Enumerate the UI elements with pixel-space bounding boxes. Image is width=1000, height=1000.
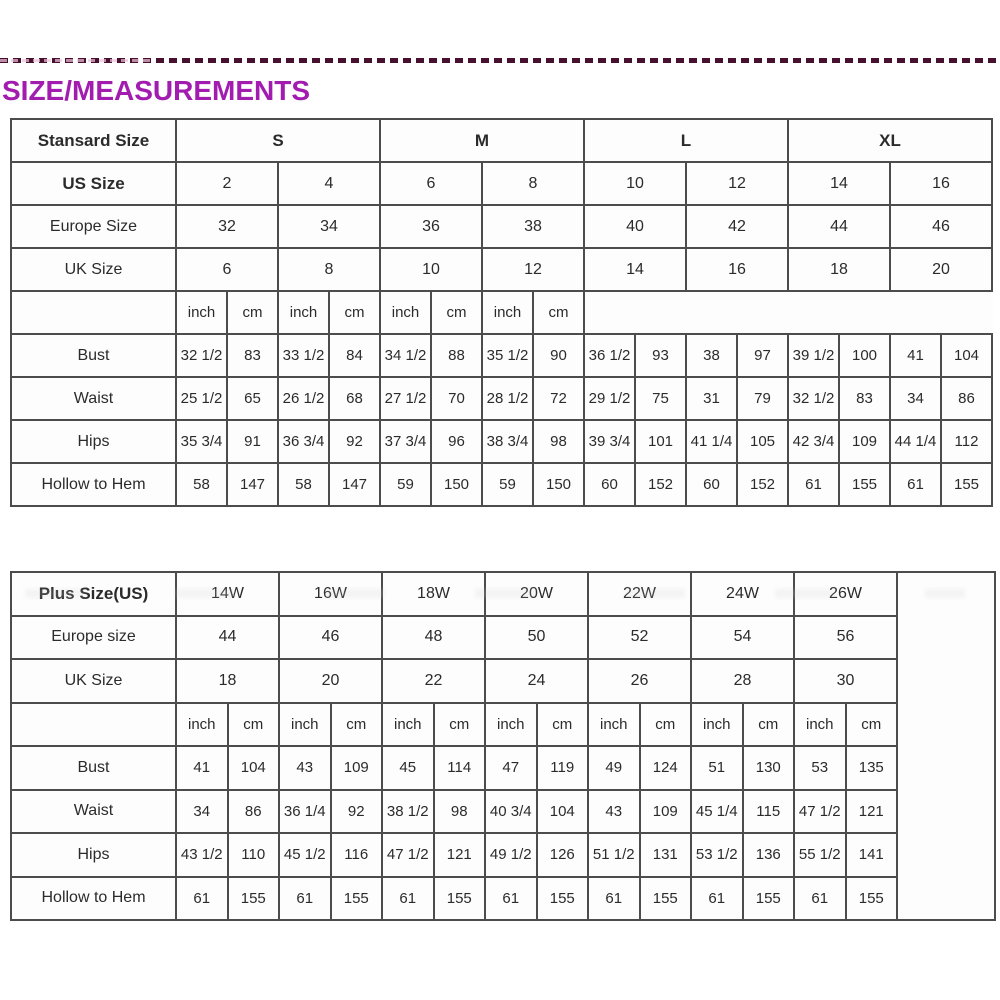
cm-value-cell: 101 <box>635 420 686 463</box>
cm-value-cell: 155 <box>228 877 280 921</box>
inch-value-cell: 43 <box>279 746 331 790</box>
size-value-cell: 34 <box>278 205 380 248</box>
cm-value-cell: 155 <box>640 877 692 921</box>
inch-value-cell: 29 1/2 <box>584 377 635 420</box>
inch-value-cell: 58 <box>176 463 227 506</box>
size-value-cell: 44 <box>788 205 890 248</box>
cm-value-cell: 155 <box>331 877 383 921</box>
unit-label-cell: inch <box>382 703 434 747</box>
cm-value-cell: 115 <box>743 790 795 834</box>
cm-value-cell: 100 <box>839 334 890 377</box>
cm-value-cell: 84 <box>329 334 380 377</box>
inch-value-cell: 34 <box>176 790 228 834</box>
size-group-cell: 14W <box>176 572 279 616</box>
cm-value-cell: 83 <box>839 377 890 420</box>
inch-value-cell: 34 1/2 <box>380 334 431 377</box>
unit-label-cell: inch <box>485 703 537 747</box>
size-value-cell: 46 <box>279 616 382 660</box>
size-value-cell: 10 <box>380 248 482 291</box>
size-value-cell: 36 <box>380 205 482 248</box>
cm-value-cell: 109 <box>839 420 890 463</box>
inch-value-cell: 32 1/2 <box>176 334 227 377</box>
inch-value-cell: 61 <box>382 877 434 921</box>
cm-value-cell: 93 <box>635 334 686 377</box>
size-value-cell: 6 <box>380 162 482 205</box>
size-value-cell: 14 <box>584 248 686 291</box>
inch-value-cell: 25 1/2 <box>176 377 227 420</box>
cm-value-cell: 150 <box>533 463 584 506</box>
row-label-cell: UK Size <box>11 659 176 703</box>
size-group-cell: XL <box>788 119 992 162</box>
ghost-text-artifact <box>25 589 965 598</box>
inch-value-cell: 45 1/4 <box>691 790 743 834</box>
row-label-cell: Europe Size <box>11 205 176 248</box>
inch-value-cell: 38 3/4 <box>482 420 533 463</box>
unit-label-cell: cm <box>533 291 584 334</box>
inch-value-cell: 43 1/2 <box>176 833 228 877</box>
size-value-cell: 4 <box>278 162 380 205</box>
size-value-cell: 20 <box>279 659 382 703</box>
cm-value-cell: 136 <box>743 833 795 877</box>
unit-row-blank-cell <box>11 703 176 747</box>
inch-value-cell: 51 1/2 <box>588 833 640 877</box>
size-value-cell: 22 <box>382 659 485 703</box>
corner-label-cell: Plus Size(US) <box>11 572 176 616</box>
size-value-cell: 18 <box>176 659 279 703</box>
cm-value-cell: 72 <box>533 377 584 420</box>
unit-label-cell: inch <box>176 703 228 747</box>
row-label-cell: US Size <box>11 162 176 205</box>
size-group-cell: 22W <box>588 572 691 616</box>
inch-value-cell: 26 1/2 <box>278 377 329 420</box>
size-group-cell: 18W <box>382 572 485 616</box>
inch-value-cell: 41 <box>890 334 941 377</box>
size-group-cell: M <box>380 119 584 162</box>
cm-value-cell: 119 <box>537 746 589 790</box>
cm-value-cell: 155 <box>846 877 898 921</box>
cm-value-cell: 147 <box>329 463 380 506</box>
cm-value-cell: 116 <box>331 833 383 877</box>
cm-value-cell: 92 <box>331 790 383 834</box>
size-value-cell: 42 <box>686 205 788 248</box>
faint-top-dashed-line <box>0 59 150 62</box>
inch-value-cell: 35 3/4 <box>176 420 227 463</box>
plus-size-table <box>10 571 996 921</box>
inch-value-cell: 45 1/2 <box>279 833 331 877</box>
inch-value-cell: 47 <box>485 746 537 790</box>
inch-value-cell: 53 <box>794 746 846 790</box>
inch-value-cell: 44 1/4 <box>890 420 941 463</box>
cm-value-cell: 147 <box>227 463 278 506</box>
size-group-cell: 26W <box>794 572 897 616</box>
inch-value-cell: 45 <box>382 746 434 790</box>
cm-value-cell: 130 <box>743 746 795 790</box>
cm-value-cell: 135 <box>846 746 898 790</box>
cm-value-cell: 70 <box>431 377 482 420</box>
inch-value-cell: 38 1/2 <box>382 790 434 834</box>
cm-value-cell: 126 <box>537 833 589 877</box>
cm-value-cell: 155 <box>537 877 589 921</box>
row-label-cell: Europe size <box>11 616 176 660</box>
inch-value-cell: 39 1/2 <box>788 334 839 377</box>
unit-label-cell: inch <box>482 291 533 334</box>
inch-value-cell: 40 3/4 <box>485 790 537 834</box>
unit-row-blank-cell <box>11 291 176 334</box>
size-value-cell: 38 <box>482 205 584 248</box>
size-value-cell: 50 <box>485 616 588 660</box>
cm-value-cell: 97 <box>737 334 788 377</box>
size-value-cell: 54 <box>691 616 794 660</box>
size-value-cell: 44 <box>176 616 279 660</box>
size-group-cell: S <box>176 119 380 162</box>
size-group-cell: 16W <box>279 572 382 616</box>
size-value-cell: 2 <box>176 162 278 205</box>
size-value-cell: 28 <box>691 659 794 703</box>
cm-value-cell: 109 <box>640 790 692 834</box>
inch-value-cell: 36 1/2 <box>584 334 635 377</box>
row-label-cell: Hollow to Hem <box>11 877 176 921</box>
unit-label-cell: inch <box>279 703 331 747</box>
size-value-cell: 12 <box>686 162 788 205</box>
row-label-cell: Waist <box>11 377 176 420</box>
inch-value-cell: 59 <box>380 463 431 506</box>
unit-label-cell: inch <box>691 703 743 747</box>
size-value-cell: 46 <box>890 205 992 248</box>
cm-value-cell: 121 <box>846 790 898 834</box>
cm-value-cell: 86 <box>228 790 280 834</box>
size-group-cell: 24W <box>691 572 794 616</box>
inch-value-cell: 49 <box>588 746 640 790</box>
cm-value-cell: 104 <box>537 790 589 834</box>
page-title: SIZE/MEASUREMENTS <box>2 75 311 106</box>
cm-value-cell: 90 <box>533 334 584 377</box>
unit-label-cell: cm <box>743 703 795 747</box>
inch-value-cell: 59 <box>482 463 533 506</box>
size-group-cell: L <box>584 119 788 162</box>
row-label-cell: UK Size <box>11 248 176 291</box>
cm-value-cell: 86 <box>941 377 992 420</box>
inch-value-cell: 42 3/4 <box>788 420 839 463</box>
inch-value-cell: 61 <box>588 877 640 921</box>
size-value-cell: 48 <box>382 616 485 660</box>
size-value-cell: 16 <box>890 162 992 205</box>
unit-label-cell: cm <box>228 703 280 747</box>
unit-label-cell: inch <box>380 291 431 334</box>
unit-label-cell: cm <box>329 291 380 334</box>
unit-label-cell: inch <box>794 703 846 747</box>
cm-value-cell: 112 <box>941 420 992 463</box>
inch-value-cell: 33 1/2 <box>278 334 329 377</box>
row-label-cell: Hollow to Hem <box>11 463 176 506</box>
inch-value-cell: 43 <box>588 790 640 834</box>
cm-value-cell: 141 <box>846 833 898 877</box>
inch-value-cell: 27 1/2 <box>380 377 431 420</box>
inch-value-cell: 39 3/4 <box>584 420 635 463</box>
inch-value-cell: 53 1/2 <box>691 833 743 877</box>
size-value-cell: 30 <box>794 659 897 703</box>
cm-value-cell: 114 <box>434 746 486 790</box>
cm-value-cell: 104 <box>941 334 992 377</box>
cm-value-cell: 131 <box>640 833 692 877</box>
cm-value-cell: 124 <box>640 746 692 790</box>
size-value-cell: 14 <box>788 162 890 205</box>
unit-label-cell: cm <box>846 703 898 747</box>
inch-value-cell: 36 1/4 <box>279 790 331 834</box>
size-value-cell: 56 <box>794 616 897 660</box>
inch-value-cell: 31 <box>686 377 737 420</box>
row-label-cell: Bust <box>11 334 176 377</box>
cm-value-cell: 98 <box>434 790 486 834</box>
dashed-divider-line <box>0 58 1000 63</box>
cm-value-cell: 150 <box>431 463 482 506</box>
cm-value-cell: 152 <box>635 463 686 506</box>
size-value-cell: 20 <box>890 248 992 291</box>
row-label-cell: Hips <box>11 420 176 463</box>
size-value-cell: 8 <box>278 248 380 291</box>
inch-value-cell: 61 <box>485 877 537 921</box>
size-value-cell: 24 <box>485 659 588 703</box>
empty-column-cell <box>897 572 995 920</box>
cm-value-cell: 155 <box>434 877 486 921</box>
unit-label-cell: cm <box>431 291 482 334</box>
cm-value-cell: 91 <box>227 420 278 463</box>
size-value-cell: 12 <box>482 248 584 291</box>
size-value-cell: 6 <box>176 248 278 291</box>
inch-value-cell: 61 <box>691 877 743 921</box>
inch-value-cell: 32 1/2 <box>788 377 839 420</box>
size-value-cell: 26 <box>588 659 691 703</box>
inch-value-cell: 35 1/2 <box>482 334 533 377</box>
cm-value-cell: 75 <box>635 377 686 420</box>
unit-label-cell: cm <box>640 703 692 747</box>
inch-value-cell: 51 <box>691 746 743 790</box>
standard-size-table <box>10 118 993 507</box>
cm-value-cell: 105 <box>737 420 788 463</box>
inch-value-cell: 60 <box>686 463 737 506</box>
size-value-cell: 8 <box>482 162 584 205</box>
cm-value-cell: 88 <box>431 334 482 377</box>
cm-value-cell: 109 <box>331 746 383 790</box>
inch-value-cell: 60 <box>584 463 635 506</box>
row-label-cell: Waist <box>11 790 176 834</box>
unit-label-cell: cm <box>227 291 278 334</box>
inch-value-cell: 55 1/2 <box>794 833 846 877</box>
cm-value-cell: 152 <box>737 463 788 506</box>
inch-value-cell: 28 1/2 <box>482 377 533 420</box>
inch-value-cell: 61 <box>788 463 839 506</box>
size-value-cell: 52 <box>588 616 691 660</box>
inch-value-cell: 49 1/2 <box>485 833 537 877</box>
inch-value-cell: 37 3/4 <box>380 420 431 463</box>
inch-value-cell: 34 <box>890 377 941 420</box>
cm-value-cell: 65 <box>227 377 278 420</box>
inch-value-cell: 61 <box>890 463 941 506</box>
cm-value-cell: 155 <box>743 877 795 921</box>
inch-value-cell: 41 <box>176 746 228 790</box>
unit-label-cell: cm <box>331 703 383 747</box>
inch-value-cell: 61 <box>794 877 846 921</box>
inch-value-cell: 47 1/2 <box>382 833 434 877</box>
inch-value-cell: 61 <box>279 877 331 921</box>
cm-value-cell: 96 <box>431 420 482 463</box>
cm-value-cell: 155 <box>941 463 992 506</box>
unit-label-cell: cm <box>434 703 486 747</box>
size-value-cell: 16 <box>686 248 788 291</box>
inch-value-cell: 47 1/2 <box>794 790 846 834</box>
size-group-cell: 20W <box>485 572 588 616</box>
cm-value-cell: 92 <box>329 420 380 463</box>
cm-value-cell: 155 <box>839 463 890 506</box>
cm-value-cell: 104 <box>228 746 280 790</box>
cm-value-cell: 121 <box>434 833 486 877</box>
unit-label-cell: inch <box>176 291 227 334</box>
size-value-cell: 40 <box>584 205 686 248</box>
unit-label-cell: inch <box>278 291 329 334</box>
unit-label-cell: inch <box>588 703 640 747</box>
inch-value-cell: 58 <box>278 463 329 506</box>
cm-value-cell: 68 <box>329 377 380 420</box>
corner-label-cell: Stansard Size <box>11 119 176 162</box>
inch-value-cell: 38 <box>686 334 737 377</box>
row-label-cell: Hips <box>11 833 176 877</box>
inch-value-cell: 61 <box>176 877 228 921</box>
size-value-cell: 18 <box>788 248 890 291</box>
size-value-cell: 10 <box>584 162 686 205</box>
inch-value-cell: 41 1/4 <box>686 420 737 463</box>
cm-value-cell: 110 <box>228 833 280 877</box>
row-label-cell: Bust <box>11 746 176 790</box>
unit-label-cell: cm <box>537 703 589 747</box>
size-value-cell: 32 <box>176 205 278 248</box>
cm-value-cell: 83 <box>227 334 278 377</box>
cm-value-cell: 79 <box>737 377 788 420</box>
cm-value-cell: 98 <box>533 420 584 463</box>
inch-value-cell: 36 3/4 <box>278 420 329 463</box>
